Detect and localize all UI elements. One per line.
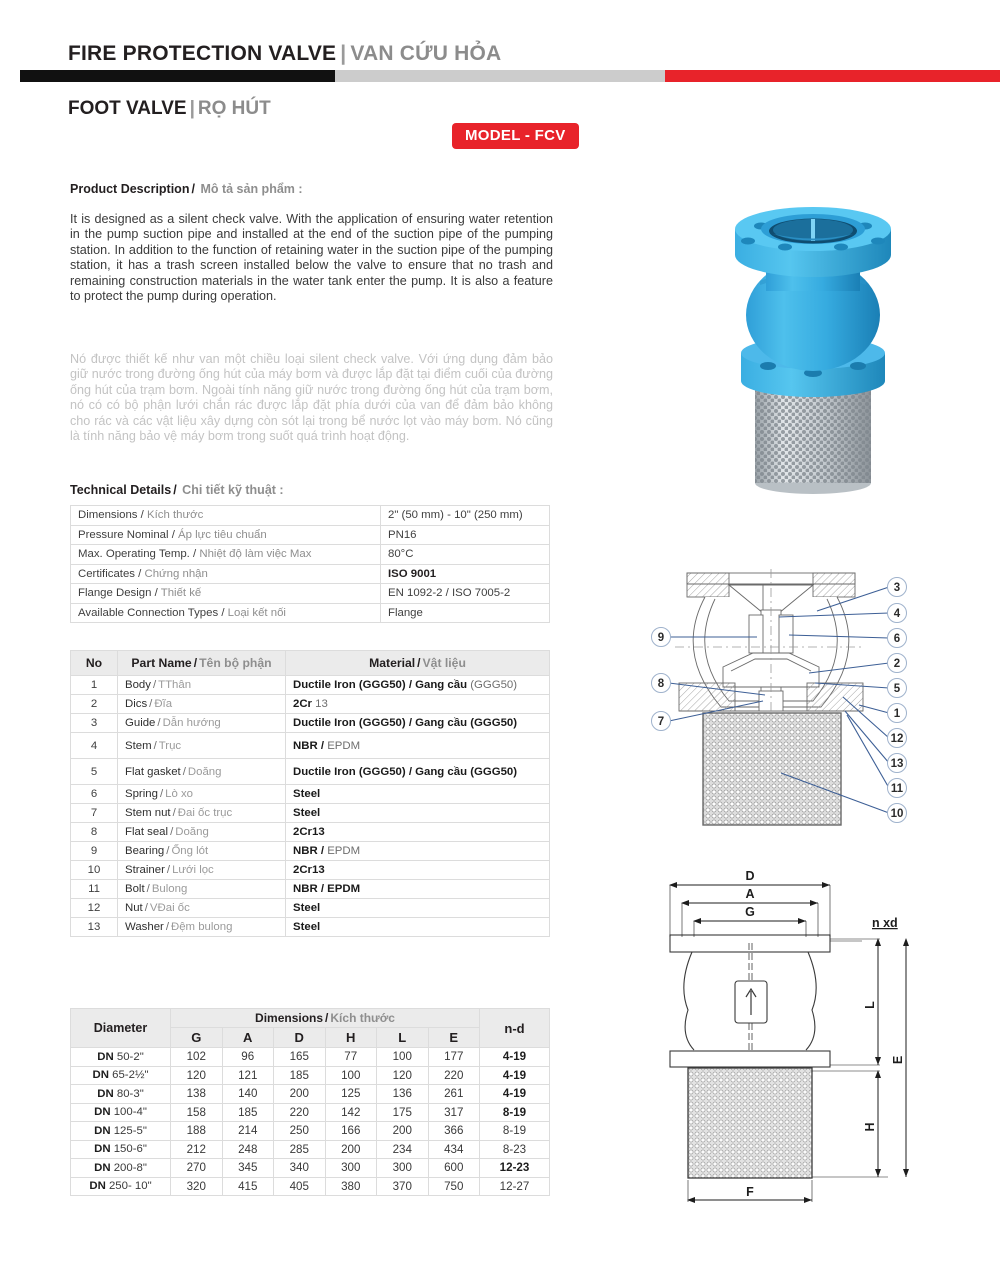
table-row bbox=[71, 1122, 550, 1141]
callout-9: 9 bbox=[657, 632, 665, 644]
technical-row-label: Pressure Nominal / Áp lực tiêu chuẩn bbox=[71, 525, 381, 545]
callout-5: 5 bbox=[893, 683, 901, 695]
dim-cell-g: 212 bbox=[171, 1140, 223, 1159]
dim-cell-d: 285 bbox=[274, 1140, 326, 1159]
product-title-en: FOOT VALVE bbox=[68, 98, 187, 119]
table-row bbox=[71, 918, 550, 937]
technical-row-label: Available Connection Types / Loại kết nối bbox=[71, 603, 381, 623]
technical-row-label: Dimensions / Kích thước bbox=[71, 506, 381, 526]
technical-row-value: PN16 bbox=[381, 525, 550, 545]
dim-cell-e: 220 bbox=[428, 1066, 480, 1085]
dim-label-f: F bbox=[746, 1185, 754, 1199]
dim-cell-h: 166 bbox=[325, 1122, 377, 1141]
table-row bbox=[71, 545, 550, 565]
table-row bbox=[71, 861, 550, 880]
product-description-heading-en: Product Description bbox=[70, 182, 190, 196]
part-material: NBR / EPDM bbox=[286, 880, 550, 899]
table-row bbox=[71, 759, 550, 785]
parts-header-partname bbox=[118, 651, 286, 676]
dim-cell-e: 366 bbox=[428, 1122, 480, 1141]
part-material: Ductile Iron (GGG50) / Gang cầu (GGG50) bbox=[286, 714, 550, 733]
dim-header-diameter: Diameter bbox=[71, 1009, 171, 1048]
dim-row-diameter: DN 250- 10" bbox=[71, 1177, 171, 1196]
heading-slash: / bbox=[173, 483, 177, 497]
dim-cell-a: 214 bbox=[222, 1122, 274, 1141]
dim-cell-g: 102 bbox=[171, 1048, 223, 1067]
cross-section-image bbox=[645, 555, 985, 850]
product-photo bbox=[648, 185, 978, 505]
part-name: Strainer / Lưới lọc bbox=[118, 861, 286, 880]
dim-col-d: D bbox=[274, 1028, 326, 1048]
part-number: 10 bbox=[71, 861, 118, 880]
header-rule-black bbox=[20, 70, 335, 82]
dim-row-diameter: DN 100-4" bbox=[71, 1103, 171, 1122]
parts-header-partname-en: Part Name bbox=[131, 656, 192, 670]
part-material: Steel bbox=[286, 785, 550, 804]
callout-10: 10 bbox=[890, 808, 904, 820]
part-material: Ductile Iron (GGG50) / Gang cầu (GGG50) bbox=[286, 759, 550, 785]
dim-cell-l: 300 bbox=[377, 1159, 429, 1178]
table-row bbox=[71, 1159, 550, 1178]
dim-cell-h: 200 bbox=[325, 1140, 377, 1159]
callout-2: 2 bbox=[893, 658, 901, 670]
page-title-separator: | bbox=[340, 42, 347, 65]
technical-row-value: 2" (50 mm) - 10" (250 mm) bbox=[381, 506, 550, 526]
dim-label-h: H bbox=[863, 1122, 877, 1132]
dim-cell-h: 380 bbox=[325, 1177, 377, 1196]
part-name: Nut / VĐai ốc bbox=[118, 899, 286, 918]
table-row bbox=[71, 695, 550, 714]
table-row bbox=[71, 823, 550, 842]
dimension-drawing-image bbox=[640, 855, 990, 1255]
header-rule-gray bbox=[335, 70, 665, 82]
dim-cell-nd: 12-23 bbox=[480, 1159, 550, 1178]
dim-cell-e: 600 bbox=[428, 1159, 480, 1178]
dim-header-dimensions-en: Dimensions bbox=[255, 1011, 324, 1025]
part-number: 8 bbox=[71, 823, 118, 842]
dim-label-l: L bbox=[863, 1001, 877, 1009]
dim-label-d: D bbox=[745, 869, 755, 883]
table-row bbox=[71, 584, 550, 604]
product-photo-image bbox=[648, 185, 978, 505]
dim-cell-a: 248 bbox=[222, 1140, 274, 1159]
dim-cell-d: 250 bbox=[274, 1122, 326, 1141]
table-row bbox=[71, 804, 550, 823]
dim-cell-a: 415 bbox=[222, 1177, 274, 1196]
table-row bbox=[71, 676, 550, 695]
part-name: Stem / Trục bbox=[118, 733, 286, 759]
table-row bbox=[71, 1048, 550, 1067]
dim-label-a: A bbox=[745, 887, 755, 901]
product-title-vi: RỌ HÚT bbox=[197, 98, 271, 119]
part-name: Stem nut / Đai ốc trục bbox=[118, 804, 286, 823]
callout-7: 7 bbox=[657, 716, 665, 728]
parts-header-material-en: Material bbox=[369, 656, 416, 670]
dim-cell-l: 100 bbox=[377, 1048, 429, 1067]
table-row bbox=[71, 880, 550, 899]
part-number: 6 bbox=[71, 785, 118, 804]
callout-12: 12 bbox=[890, 733, 904, 745]
dim-cell-d: 340 bbox=[274, 1159, 326, 1178]
dim-cell-nd: 8-19 bbox=[480, 1103, 550, 1122]
dim-cell-a: 96 bbox=[222, 1048, 274, 1067]
dim-col-e: E bbox=[428, 1028, 480, 1048]
table-row bbox=[71, 1085, 550, 1104]
header-rule-red bbox=[665, 70, 1000, 82]
table-row bbox=[71, 1177, 550, 1196]
dim-cell-g: 270 bbox=[171, 1159, 223, 1178]
technical-row-value: EN 1092-2 / ISO 7005-2 bbox=[381, 584, 550, 604]
table-row bbox=[71, 899, 550, 918]
parts-header-partname-vi: Tên bộ phận bbox=[199, 656, 272, 670]
dim-cell-e: 750 bbox=[428, 1177, 480, 1196]
part-name: Bearing / Ống lót bbox=[118, 842, 286, 861]
dim-cell-h: 77 bbox=[325, 1048, 377, 1067]
dim-cell-a: 140 bbox=[222, 1085, 274, 1104]
part-material: Steel bbox=[286, 804, 550, 823]
dim-cell-a: 121 bbox=[222, 1066, 274, 1085]
table-row bbox=[71, 785, 550, 804]
part-material: Steel bbox=[286, 899, 550, 918]
product-description-heading bbox=[70, 182, 303, 196]
parts-header-material-vi: Vật liệu bbox=[422, 656, 466, 670]
dim-col-g: G bbox=[171, 1028, 223, 1048]
dim-cell-nd: 8-19 bbox=[480, 1122, 550, 1141]
dim-cell-g: 120 bbox=[171, 1066, 223, 1085]
dimension-drawing bbox=[640, 855, 990, 1255]
dim-cell-l: 200 bbox=[377, 1122, 429, 1141]
part-material: Steel bbox=[286, 918, 550, 937]
dim-cell-l: 120 bbox=[377, 1066, 429, 1085]
dim-cell-d: 405 bbox=[274, 1177, 326, 1196]
description-paragraph-vi: Nó được thiết kế như van một chiều loại silent check valve. Với ứng dụng đảm bảo giữ nước trong đường ống hút của máy bơm và được lắp đặt tại điểm cuối của đường ống hút của trạm bơm. Ngoài tính năng giữ nước trong đường ống hút của trạm bơm, nó có có bộ phận lưới chắn rác được lắp đặt phía dưới của van để đảm bảo không cho rác và các vật liệu xây dựng còn sót lại trong bể nước lọt vào máy bơm. Nó cũng là tính năng bảo vệ máy bơm trong suốt quá trình hoạt động. bbox=[70, 352, 553, 444]
heading-slash: / bbox=[191, 182, 195, 196]
dim-cell-h: 300 bbox=[325, 1159, 377, 1178]
part-name: Bolt / Bulong bbox=[118, 880, 286, 899]
table-header-row bbox=[71, 651, 550, 676]
dim-cell-e: 434 bbox=[428, 1140, 480, 1159]
table-row bbox=[71, 733, 550, 759]
part-number: 1 bbox=[71, 676, 118, 695]
technical-row-label: Max. Operating Temp. / Nhiệt độ làm việc Max bbox=[71, 545, 381, 565]
part-number: 3 bbox=[71, 714, 118, 733]
part-name: Flat gasket / Doăng bbox=[118, 759, 286, 785]
dim-cell-nd: 4-19 bbox=[480, 1066, 550, 1085]
dim-cell-g: 188 bbox=[171, 1122, 223, 1141]
model-badge: MODEL - FCV bbox=[452, 123, 579, 149]
part-material: 2Cr 13 bbox=[286, 695, 550, 714]
callout-13: 13 bbox=[890, 758, 904, 770]
table-row bbox=[71, 1103, 550, 1122]
dim-cell-a: 185 bbox=[222, 1103, 274, 1122]
callout-1: 1 bbox=[893, 708, 901, 720]
table-row bbox=[71, 714, 550, 733]
part-name: Dics / Đĩa bbox=[118, 695, 286, 714]
callout-6: 6 bbox=[893, 633, 901, 645]
product-description-heading-vi: Mô tả sản phẩm : bbox=[200, 182, 303, 196]
dim-label-n-xd: n xd bbox=[872, 916, 898, 930]
dim-row-diameter: DN 50-2" bbox=[71, 1048, 171, 1067]
technical-row-label: Certificates / Chứng nhận bbox=[71, 564, 381, 584]
dim-col-a: A bbox=[222, 1028, 274, 1048]
dim-cell-h: 142 bbox=[325, 1103, 377, 1122]
dim-cell-e: 177 bbox=[428, 1048, 480, 1067]
dim-cell-g: 158 bbox=[171, 1103, 223, 1122]
dim-cell-e: 317 bbox=[428, 1103, 480, 1122]
technical-row-value: Flange bbox=[381, 603, 550, 623]
page-title bbox=[68, 42, 501, 66]
callout-3: 3 bbox=[893, 582, 901, 594]
page-title-en: FIRE PROTECTION VALVE bbox=[68, 42, 337, 65]
technical-row-value: 80°C bbox=[381, 545, 550, 565]
callout-4: 4 bbox=[893, 608, 901, 620]
table-row bbox=[71, 1140, 550, 1159]
dim-cell-d: 200 bbox=[274, 1085, 326, 1104]
table-row bbox=[71, 603, 550, 623]
dim-label-e: E bbox=[891, 1055, 905, 1065]
table-row bbox=[71, 842, 550, 861]
dim-col-h: H bbox=[325, 1028, 377, 1048]
part-name: Body / TThân bbox=[118, 676, 286, 695]
technical-details-heading-en: Technical Details bbox=[70, 483, 172, 497]
dim-header-nd: n-d bbox=[480, 1009, 550, 1048]
dim-cell-h: 100 bbox=[325, 1066, 377, 1085]
dim-label-g: G bbox=[745, 905, 755, 919]
dim-cell-l: 175 bbox=[377, 1103, 429, 1122]
part-number: 2 bbox=[71, 695, 118, 714]
dim-cell-l: 136 bbox=[377, 1085, 429, 1104]
dim-cell-a: 345 bbox=[222, 1159, 274, 1178]
dim-cell-g: 320 bbox=[171, 1177, 223, 1196]
parts-header-no: No bbox=[71, 651, 118, 676]
technical-details-heading-vi: Chi tiết kỹ thuật : bbox=[182, 483, 284, 497]
dim-cell-nd: 12-27 bbox=[480, 1177, 550, 1196]
dim-header-dimensions-vi: Kích thước bbox=[330, 1011, 395, 1025]
dimensions-table bbox=[70, 1008, 550, 1196]
dim-cell-l: 370 bbox=[377, 1177, 429, 1196]
parts-header-material bbox=[286, 651, 550, 676]
technical-details-heading bbox=[70, 483, 284, 497]
table-row bbox=[71, 525, 550, 545]
part-number: 9 bbox=[71, 842, 118, 861]
page-title-vi: VAN CỨU HỎA bbox=[350, 42, 502, 65]
part-name: Flat seal / Doăng bbox=[118, 823, 286, 842]
product-title-separator: | bbox=[189, 98, 195, 119]
header-slash: / bbox=[325, 1011, 329, 1025]
technical-row-label: Flange Design / Thiết kế bbox=[71, 584, 381, 604]
part-material: Ductile Iron (GGG50) / Gang cầu (GGG50) bbox=[286, 676, 550, 695]
dim-cell-nd: 4-19 bbox=[480, 1048, 550, 1067]
dim-cell-e: 261 bbox=[428, 1085, 480, 1104]
dim-row-diameter: DN 80-3" bbox=[71, 1085, 171, 1104]
technical-row-value: ISO 9001 bbox=[381, 564, 550, 584]
dim-cell-g: 138 bbox=[171, 1085, 223, 1104]
dim-cell-nd: 4-19 bbox=[480, 1085, 550, 1104]
part-name: Spring / Lò xo bbox=[118, 785, 286, 804]
part-number: 13 bbox=[71, 918, 118, 937]
dim-row-diameter: DN 150-6" bbox=[71, 1140, 171, 1159]
dim-cell-nd: 8-23 bbox=[480, 1140, 550, 1159]
dim-col-l: L bbox=[377, 1028, 429, 1048]
product-title bbox=[68, 98, 271, 120]
cross-section-diagram bbox=[645, 555, 985, 850]
table-row bbox=[71, 564, 550, 584]
dim-cell-d: 185 bbox=[274, 1066, 326, 1085]
table-row bbox=[71, 506, 550, 526]
dim-row-diameter: DN 125-5" bbox=[71, 1122, 171, 1141]
parts-list-table bbox=[70, 650, 550, 937]
part-material: 2Cr13 bbox=[286, 861, 550, 880]
part-material: NBR / EPDM bbox=[286, 842, 550, 861]
dim-cell-d: 220 bbox=[274, 1103, 326, 1122]
part-number: 12 bbox=[71, 899, 118, 918]
header-slash: / bbox=[193, 656, 198, 670]
dim-cell-d: 165 bbox=[274, 1048, 326, 1067]
part-name: Guide / Dẫn hướng bbox=[118, 714, 286, 733]
part-name: Washer / Đệm bulong bbox=[118, 918, 286, 937]
part-number: 7 bbox=[71, 804, 118, 823]
dim-row-diameter: DN 65-2½" bbox=[71, 1066, 171, 1085]
dim-cell-l: 234 bbox=[377, 1140, 429, 1159]
header-slash: / bbox=[417, 656, 421, 670]
part-number: 11 bbox=[71, 880, 118, 899]
technical-details-table bbox=[70, 505, 550, 623]
part-number: 4 bbox=[71, 733, 118, 759]
part-material: 2Cr13 bbox=[286, 823, 550, 842]
callout-11: 11 bbox=[890, 783, 904, 795]
table-row bbox=[71, 1066, 550, 1085]
dim-header-dimensions bbox=[171, 1009, 480, 1028]
part-material: NBR / EPDM bbox=[286, 733, 550, 759]
dim-row-diameter: DN 200-8" bbox=[71, 1159, 171, 1178]
description-paragraph-en: It is designed as a silent check valve. With the application of ensuring water retention in the pump suction pipe and installed at the end of the suction pipe of the pumping station. In addition to the function of retaining water in the suction pipe of the pumping station, it has a trash screen installed below the valve to ensure that no trash and remaining construction materials in the water tank enter the pump. It is also a feature to protect the pump during operation. bbox=[70, 212, 553, 304]
dim-cell-h: 125 bbox=[325, 1085, 377, 1104]
callout-8: 8 bbox=[657, 678, 665, 690]
part-number: 5 bbox=[71, 759, 118, 785]
table-header-row bbox=[71, 1009, 550, 1028]
